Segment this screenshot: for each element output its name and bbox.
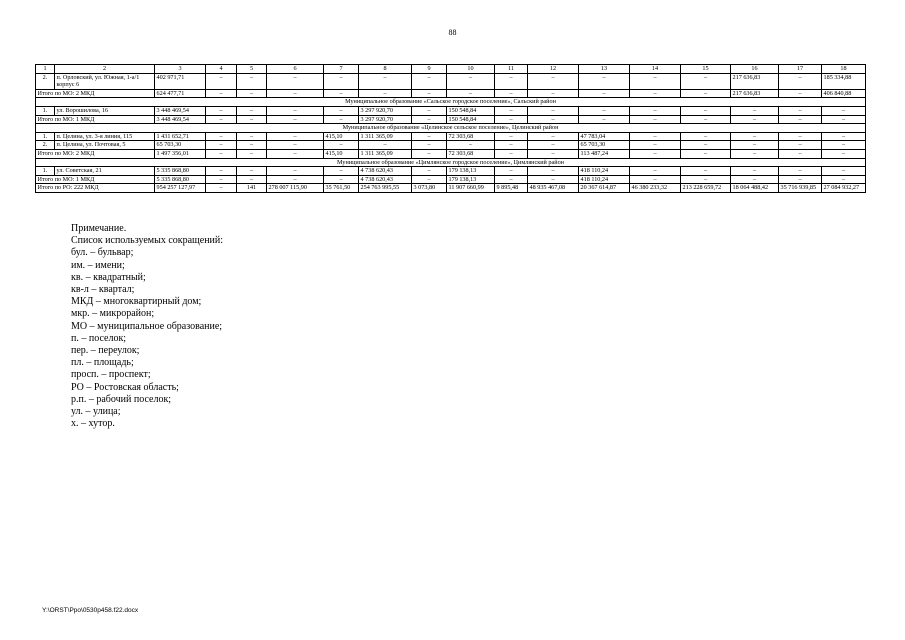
total-cell: –: [528, 89, 579, 98]
total-cell: 20 367 614,87: [579, 184, 630, 193]
note-line: р.п. – рабочий поселок;: [71, 393, 172, 405]
total-cell: –: [579, 89, 630, 98]
register-table-wrap: [35, 64, 865, 193]
column-number-cell: 3: [155, 65, 206, 74]
table-cell: 179 138,13: [447, 167, 495, 176]
table-cell: –: [579, 73, 630, 89]
table-cell: –: [630, 73, 681, 89]
table-cell: 65 703,30: [579, 141, 630, 150]
total-cell: –: [779, 149, 822, 158]
total-cell: –: [681, 89, 731, 98]
total-cell: –: [206, 175, 237, 184]
table-cell: 185 334,88: [822, 73, 866, 89]
total-cell: –: [495, 149, 528, 158]
total-cell: –: [324, 175, 359, 184]
column-number-cell: 17: [779, 65, 822, 74]
total-cell: –: [359, 89, 412, 98]
table-cell: –: [630, 141, 681, 150]
total-cell: –: [495, 115, 528, 124]
table-cell: –: [412, 141, 447, 150]
table-cell: –: [495, 141, 528, 150]
table-cell: –: [206, 132, 237, 141]
table-cell: 418 110,24: [579, 167, 630, 176]
note-line: мкр. – микрорайон;: [71, 308, 155, 320]
total-cell: –: [495, 175, 528, 184]
total-cell: –: [779, 175, 822, 184]
table-cell: –: [731, 132, 779, 141]
table-cell: –: [822, 106, 866, 115]
table-cell: 3 448 469,54: [155, 106, 206, 115]
total-cell: –: [822, 115, 866, 124]
note-line: п. – поселок;: [71, 332, 127, 344]
table-cell: 415,10: [324, 132, 359, 141]
note-title: Примечание.: [71, 223, 127, 234]
note-line: Список используемых сокращений:: [71, 235, 224, 247]
table-row: [36, 132, 866, 141]
total-cell: –: [681, 149, 731, 158]
total-cell: –: [495, 89, 528, 98]
table-cell: –: [495, 167, 528, 176]
table-cell: –: [528, 73, 579, 89]
table-cell: –: [495, 73, 528, 89]
total-label: Итого по МО: 1 МКД: [36, 115, 155, 124]
total-cell: 4 738 620,43: [359, 175, 412, 184]
total-cell: 46 380 233,32: [630, 184, 681, 193]
total-cell: –: [412, 115, 447, 124]
column-number-cell: 8: [359, 65, 412, 74]
table-cell: –: [630, 167, 681, 176]
column-number-cell: 1: [36, 65, 55, 74]
table-cell: –: [412, 73, 447, 89]
address-cell: п. Целина, ул. Почтовая, 5: [55, 141, 155, 150]
total-row: [36, 149, 866, 158]
total-cell: –: [630, 115, 681, 124]
document-file-path: Y:\ORST\Ppo\0530p458.f22.docx: [42, 607, 139, 614]
total-cell: –: [731, 149, 779, 158]
table-cell: –: [237, 106, 267, 115]
total-cell: 3 448 469,54: [155, 115, 206, 124]
total-cell: –: [630, 89, 681, 98]
total-row: [36, 184, 866, 193]
table-cell: 402 971,71: [155, 73, 206, 89]
table-row: [36, 106, 866, 115]
table-cell: –: [681, 73, 731, 89]
table-cell: –: [822, 167, 866, 176]
table-cell: 1.: [36, 167, 55, 176]
table-cell: –: [681, 132, 731, 141]
table-cell: –: [779, 73, 822, 89]
note-line: х. – хутор.: [71, 418, 115, 430]
total-cell: 624 477,71: [155, 89, 206, 98]
table-cell: –: [447, 73, 495, 89]
table-cell: –: [237, 141, 267, 150]
column-number-cell: 15: [681, 65, 731, 74]
total-cell: 3 073,80: [412, 184, 447, 193]
table-cell: –: [324, 73, 359, 89]
total-cell: –: [579, 115, 630, 124]
total-cell: 35 761,50: [324, 184, 359, 193]
total-cell: 18 064 488,42: [731, 184, 779, 193]
total-cell: 1 497 356,01: [155, 149, 206, 158]
total-cell: 1 311 365,09: [359, 149, 412, 158]
column-number-cell: 18: [822, 65, 866, 74]
table-cell: –: [528, 106, 579, 115]
total-cell: –: [528, 115, 579, 124]
note-line: кв. – квадратный;: [71, 271, 146, 283]
table-cell: 5 335 868,80: [155, 167, 206, 176]
table-cell: 72 303,68: [447, 132, 495, 141]
table-cell: 2.: [36, 141, 55, 150]
table-cell: –: [267, 73, 324, 89]
table-cell: –: [267, 132, 324, 141]
total-cell: –: [681, 115, 731, 124]
total-cell: 213 228 659,72: [681, 184, 731, 193]
total-label: Итого по МО: 2 МКД: [36, 149, 155, 158]
total-cell: –: [324, 89, 359, 98]
total-cell: –: [267, 115, 324, 124]
address-cell: ул. Советская, 21: [55, 167, 155, 176]
table-cell: –: [779, 106, 822, 115]
total-cell: 179 138,13: [447, 175, 495, 184]
table-cell: –: [412, 132, 447, 141]
table-cell: –: [359, 141, 412, 150]
total-cell: 954 257 127,97: [155, 184, 206, 193]
total-cell: 35 716 939,85: [779, 184, 822, 193]
note-line: просп. – проспект;: [71, 369, 151, 381]
column-number-cell: 4: [206, 65, 237, 74]
total-cell: –: [206, 89, 237, 98]
table-cell: –: [412, 106, 447, 115]
abbreviations-note: [71, 223, 223, 430]
total-cell: –: [237, 175, 267, 184]
register-table: [35, 64, 866, 193]
municipality-section-row: [36, 124, 866, 133]
table-cell: –: [412, 167, 447, 176]
note-line: МО – муниципальное образование;: [71, 320, 223, 332]
total-cell: 72 303,68: [447, 149, 495, 158]
table-cell: –: [822, 132, 866, 141]
total-cell: –: [206, 184, 237, 193]
table-cell: 47 783,04: [579, 132, 630, 141]
table-cell: –: [681, 167, 731, 176]
table-cell: –: [731, 141, 779, 150]
table-cell: –: [206, 167, 237, 176]
total-cell: –: [528, 149, 579, 158]
total-cell: –: [447, 89, 495, 98]
table-cell: –: [324, 167, 359, 176]
total-cell: 48 935 467,08: [528, 184, 579, 193]
total-cell: –: [324, 115, 359, 124]
total-cell: –: [237, 89, 267, 98]
total-cell: –: [412, 149, 447, 158]
total-cell: 254 763 995,55: [359, 184, 412, 193]
note-line: пл. – площадь;: [71, 357, 134, 369]
total-cell: –: [822, 175, 866, 184]
table-cell: –: [681, 106, 731, 115]
column-number-row: [36, 65, 866, 74]
table-cell: –: [206, 106, 237, 115]
total-row: [36, 175, 866, 184]
total-cell: 141: [237, 184, 267, 193]
total-cell: –: [412, 175, 447, 184]
table-cell: –: [731, 167, 779, 176]
total-cell: –: [779, 89, 822, 98]
total-cell: 150 548,84: [447, 115, 495, 124]
column-number-cell: 2: [55, 65, 155, 74]
table-cell: –: [447, 141, 495, 150]
address-cell: ул. Ворошилова, 16: [55, 106, 155, 115]
table-cell: 1 431 652,71: [155, 132, 206, 141]
total-label: Итого по МО: 2 МКД: [36, 89, 155, 98]
table-cell: –: [495, 106, 528, 115]
table-cell: 1 311 365,09: [359, 132, 412, 141]
table-cell: –: [528, 141, 579, 150]
table-cell: –: [822, 141, 866, 150]
municipality-section-row: [36, 158, 866, 167]
column-number-cell: 12: [528, 65, 579, 74]
total-cell: 11 907 660,99: [447, 184, 495, 193]
table-cell: –: [237, 132, 267, 141]
total-cell: 9 895,48: [495, 184, 528, 193]
note-line: кв-л – квартал;: [71, 284, 135, 296]
note-line: ул. – улица;: [71, 406, 121, 418]
note-line: им. – имени;: [71, 259, 125, 271]
total-cell: –: [267, 175, 324, 184]
note-line: МКД – многоквартирный дом;: [71, 296, 202, 308]
total-cell: –: [412, 89, 447, 98]
column-number-cell: 11: [495, 65, 528, 74]
table-row: [36, 167, 866, 176]
total-cell: –: [731, 115, 779, 124]
total-cell: 418 110,24: [579, 175, 630, 184]
table-cell: –: [528, 132, 579, 141]
note-line: бул. – бульвар;: [71, 247, 134, 259]
column-number-cell: 16: [731, 65, 779, 74]
table-cell: 217 636,83: [731, 73, 779, 89]
municipality-heading: Муниципальное образование «Сальское городское поселение», Сальский район: [36, 98, 866, 107]
table-cell: –: [495, 132, 528, 141]
table-cell: –: [267, 167, 324, 176]
page-number: 88: [448, 28, 457, 37]
municipality-heading: Муниципальное образование «Цимлянское городское поселение», Цимлянский район: [36, 158, 866, 167]
table-cell: –: [630, 106, 681, 115]
total-cell: –: [630, 175, 681, 184]
column-number-cell: 5: [237, 65, 267, 74]
total-row: [36, 115, 866, 124]
total-cell: –: [206, 115, 237, 124]
table-cell: –: [528, 167, 579, 176]
total-cell: 3 297 920,70: [359, 115, 412, 124]
table-cell: 4 738 620,43: [359, 167, 412, 176]
total-cell: 27 084 932,27: [822, 184, 866, 193]
table-cell: –: [324, 141, 359, 150]
column-number-cell: 7: [324, 65, 359, 74]
total-cell: –: [630, 149, 681, 158]
total-cell: –: [681, 175, 731, 184]
total-cell: 5 335 868,80: [155, 175, 206, 184]
municipality-section-row: [36, 98, 866, 107]
table-cell: 150 548,84: [447, 106, 495, 115]
table-cell: –: [267, 106, 324, 115]
table-cell: –: [206, 73, 237, 89]
table-cell: –: [630, 132, 681, 141]
table-cell: 1.: [36, 132, 55, 141]
total-cell: –: [822, 149, 866, 158]
total-cell: –: [267, 89, 324, 98]
total-cell: –: [237, 115, 267, 124]
table-cell: –: [359, 73, 412, 89]
table-cell: –: [206, 141, 237, 150]
note-line: РО – Ростовская область;: [71, 381, 179, 393]
table-cell: –: [779, 132, 822, 141]
column-number-cell: 14: [630, 65, 681, 74]
total-cell: –: [528, 175, 579, 184]
table-cell: –: [237, 73, 267, 89]
table-cell: 3 297 920,70: [359, 106, 412, 115]
total-cell: 113 487,24: [579, 149, 630, 158]
table-cell: –: [779, 167, 822, 176]
table-cell: –: [267, 141, 324, 150]
table-cell: –: [731, 106, 779, 115]
address-cell: п. Целина, ул. 3-я линия, 115: [55, 132, 155, 141]
total-cell: 278 007 115,90: [267, 184, 324, 193]
table-cell: 1.: [36, 106, 55, 115]
total-cell: –: [267, 149, 324, 158]
table-cell: –: [579, 106, 630, 115]
address-cell: п. Орловский, ул. Южная, 1-а/1 корпус 6: [55, 73, 155, 89]
column-number-cell: 9: [412, 65, 447, 74]
total-cell: –: [206, 149, 237, 158]
column-number-cell: 6: [267, 65, 324, 74]
total-cell: 217 636,83: [731, 89, 779, 98]
total-cell: 415,10: [324, 149, 359, 158]
total-label: Итого по МО: 1 МКД: [36, 175, 155, 184]
municipality-heading: Муниципальное образование «Целинское сельское поселение», Целинский район: [36, 124, 866, 133]
total-label: Итого по РО: 222 МКД: [36, 184, 155, 193]
table-cell: –: [681, 141, 731, 150]
table-cell: –: [324, 106, 359, 115]
table-cell: 65 703,30: [155, 141, 206, 150]
total-cell: –: [731, 175, 779, 184]
column-number-cell: 13: [579, 65, 630, 74]
table-row: [36, 73, 866, 89]
table-cell: –: [779, 141, 822, 150]
total-cell: 406 840,88: [822, 89, 866, 98]
table-cell: 2.: [36, 73, 55, 89]
column-number-cell: 10: [447, 65, 495, 74]
total-cell: –: [779, 115, 822, 124]
note-line: пер. – переулок;: [71, 345, 140, 357]
table-row: [36, 141, 866, 150]
table-cell: –: [237, 167, 267, 176]
total-row: [36, 89, 866, 98]
total-cell: –: [237, 149, 267, 158]
